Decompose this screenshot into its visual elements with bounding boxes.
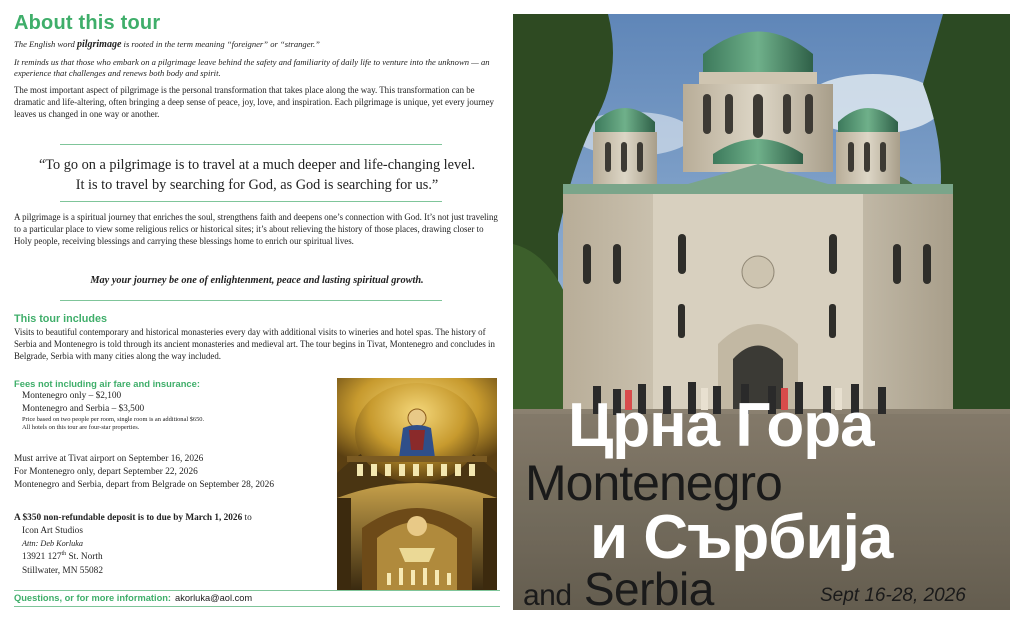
street-suffix: th	[61, 551, 67, 558]
email-link[interactable]: akorluka@aol.com	[175, 593, 253, 603]
address-line	[22, 550, 334, 565]
contact-line	[14, 593, 500, 603]
quote-line-2: It is to travel by searching for God, as God is searching for us.”	[75, 176, 439, 193]
fee-note: All hotels on this tour are four-star properties.	[22, 424, 140, 432]
fee-note: Price based on two people per room, single room is an additional $650.	[22, 415, 205, 423]
divider	[60, 144, 442, 145]
divider	[14, 606, 500, 607]
intro-line	[14, 38, 500, 51]
street-number: 13921 127	[22, 552, 62, 563]
poster-title-cyrillic-1: Црна Гора	[568, 391, 874, 460]
intro-bold: pilgrimage	[76, 39, 122, 50]
quote-line-1: “To go on a pilgrimage is to travel at a much deeper and life-changing level.	[38, 157, 476, 173]
reminder-text: It reminds us that those who embark on a pilgrimage leave behind the safety and familiarity of daily life to venture into the unknown — an experience that challenges and renews both body and spirit.	[14, 57, 490, 79]
divider	[60, 300, 442, 301]
address-line: Attn: Deb Korluka	[22, 539, 83, 549]
deposit-bold: A $350 non-refundable deposit is to due by March 1, 2026	[14, 513, 243, 523]
poster-and: and	[523, 579, 572, 610]
poster	[513, 14, 1010, 610]
about-heading: About this tour	[14, 12, 161, 34]
intro-before: The English word	[14, 39, 77, 49]
address-line: Icon Art Studios	[22, 525, 83, 536]
address	[14, 525, 334, 578]
address-line: Stillwater, MN 55082	[22, 565, 103, 576]
schedule-item: Must arrive at Tivat airport on September 16, 2026	[14, 454, 204, 464]
quote-block	[14, 156, 500, 195]
poster-title-montenegro: Montenegro	[525, 455, 782, 511]
schedule-item: Montenegro and Serbia, depart from Belgrade on September 28, 2026	[14, 479, 274, 490]
fees-heading: Fees not including air fare and insurance:	[14, 378, 200, 389]
fee-item: Montenegro only – $2,100	[22, 391, 122, 401]
divider	[14, 590, 500, 591]
mosaic-image	[337, 378, 497, 590]
deposit-line	[14, 512, 334, 525]
contact-label: Questions, or for more information:	[14, 593, 172, 603]
intro-after: is rooted in the term meaning “foreigner” or “stranger.”	[121, 39, 320, 49]
about-paragraph: The most important aspect of pilgrimage is the personal transformation that takes place along the way. This transformation can be dramatic and life-altering, often bringing a deep sense of peace, joy, love, and inspiration. Each pilgrimage is unique, yet every journey leaves us changed in one way or another.	[14, 85, 494, 120]
poster-title-cyrillic-2: и Сърбија	[590, 503, 893, 572]
schedule-item: For Montenegro only, depart September 22, 2026	[14, 466, 198, 477]
poster-dates: Sept 16-28, 2026	[820, 585, 966, 606]
schedule	[14, 453, 334, 491]
includes-paragraph: Visits to beautiful contemporary and historical monasteries every day with additional visits to wineries and hotel spas. The history of Serbia and Montenegro is told through its ancient monasteries and medieval art. The tour begins in Tivat, Montenegro and concludes in Belgrade, Serbia with many cities along the way included.	[14, 327, 495, 361]
divider	[60, 201, 442, 202]
deposit-block	[14, 512, 334, 578]
fees-list	[22, 390, 332, 433]
includes-heading: This tour includes	[14, 313, 107, 325]
poster-serbia: Serbia	[583, 563, 714, 610]
street-rest: St. North	[66, 552, 103, 563]
deposit-after: to	[242, 513, 252, 523]
tagline: May your journey be one of enlightenment, peace and lasting spiritual growth.	[90, 275, 424, 286]
poster-title-serbia	[523, 562, 714, 610]
fee-item: Montenegro and Serbia – $3,500	[22, 403, 145, 414]
about-paragraph-2: A pilgrimage is a spiritual journey that enriches the soul, strengthens faith and deepens one’s connection with God. It’s not just traveling to a particular place to view some religious relics or historical sites; it’s about relieving the history of those places, drawing closer to Holy people, receiving blessings and carrying these blessings home to enrich our spiritual lives.	[14, 212, 498, 246]
